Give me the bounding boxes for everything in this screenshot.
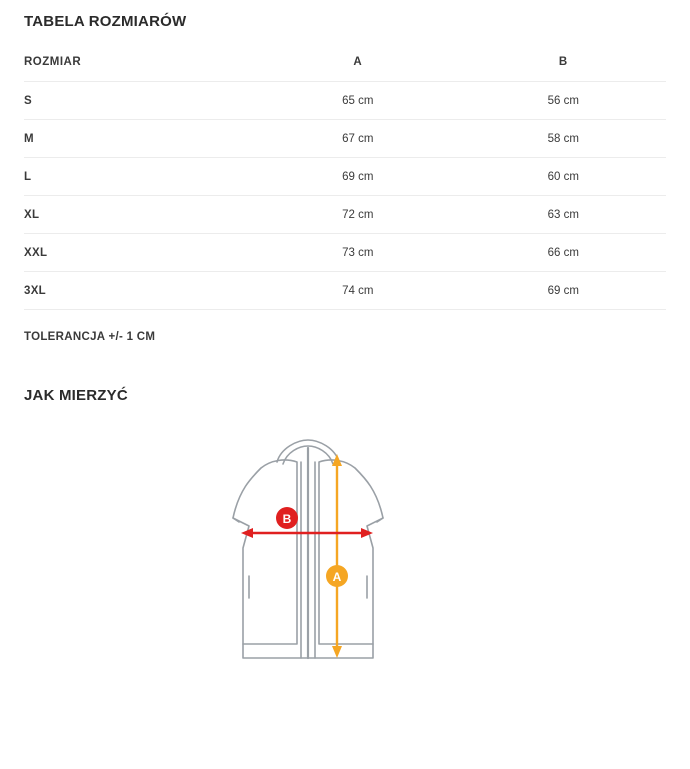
table-header <box>24 46 666 82</box>
marker-a-label: A <box>332 570 342 584</box>
column-header-size: ROZMIAR <box>24 46 255 82</box>
column-header-a: A <box>255 46 460 82</box>
table-row <box>24 234 666 272</box>
cell-size: XL <box>24 196 255 234</box>
cell-b: 60 cm <box>461 158 666 196</box>
cell-a: 69 cm <box>255 158 460 196</box>
page-title: TABELA ROZMIARÓW <box>24 13 187 30</box>
cell-size: XXL <box>24 234 255 272</box>
cell-b: 63 cm <box>461 196 666 234</box>
tolerance-note: TOLERANCJA +/- 1 CM <box>24 331 156 343</box>
cell-b: 66 cm <box>461 234 666 272</box>
measurement-diagram <box>24 404 666 676</box>
cell-size: M <box>24 120 255 158</box>
table-body <box>24 82 666 310</box>
table-row <box>24 272 666 310</box>
cell-b: 58 cm <box>461 120 666 158</box>
table-row <box>24 82 666 120</box>
marker-b-label: B <box>282 512 292 526</box>
cell-b: 56 cm <box>461 82 666 120</box>
cell-size: S <box>24 82 255 120</box>
cell-a: 73 cm <box>255 234 460 272</box>
column-header-b: B <box>461 46 666 82</box>
table-row <box>24 196 666 234</box>
vest-diagram-icon <box>215 426 475 676</box>
cell-a: 65 cm <box>255 82 460 120</box>
cell-size: L <box>24 158 255 196</box>
table-row <box>24 120 666 158</box>
cell-b: 69 cm <box>461 272 666 310</box>
cell-a: 72 cm <box>255 196 460 234</box>
cell-a: 67 cm <box>255 120 460 158</box>
howto-title: JAK MIERZYĆ <box>24 387 128 404</box>
table-row <box>24 158 666 196</box>
size-table <box>24 46 666 310</box>
cell-a: 74 cm <box>255 272 460 310</box>
cell-size: 3XL <box>24 272 255 310</box>
table-header-row <box>24 46 666 82</box>
